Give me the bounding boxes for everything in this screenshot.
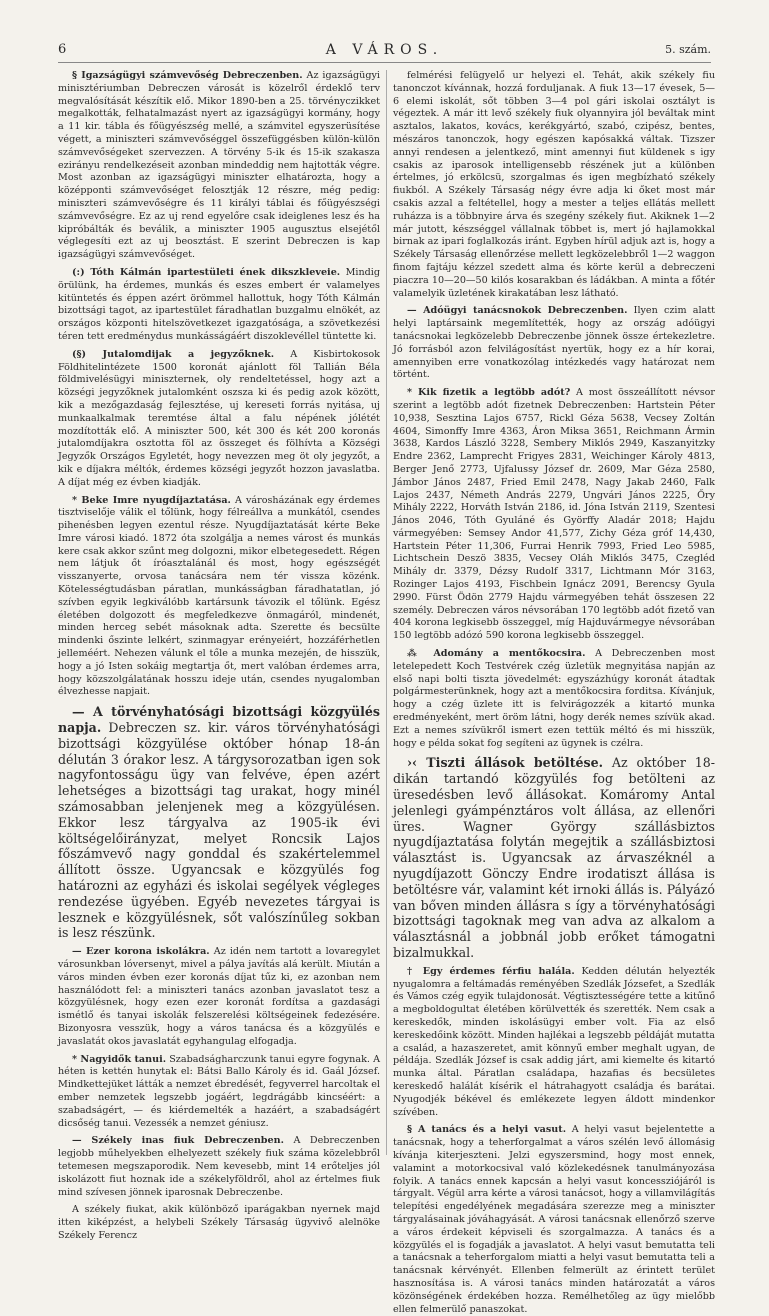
article-body: A helyi vasut bejelentette a tanácsnak, hogy a teherforgalmat a város szélén levő állomásig kívánja kiterjeszteni. Jelzi egyszersmind, hogy most ennek, valamint a motorkocsival való közlekedésnek tanulmányozása folyik. A tanács ennek kapcsán a helyi vasut koncessziójáról is tárgyalt. Végül arra kérte a városi tanácsot, hogy a villamvilágítás telepítési engedélyének megadására szerezze meg a miniszter tárgyalásainak jóváhagyását. A városi tanácsnak ellenőrző szerve a város érdekeit képviseli és szorgalmazza. A tanács és a közgyülés el is fogadják a javaslatot. A helyi vasut bemutatta teli a tanácsnak a teherforgalom miatti a helyi vasut bemutatta teli a tanácsnak kérvényét. Ellenben felmerült az érintett terület hasznosítása is. A városi tanács minden határozatát a város közönségének érdekében hozza. Remélhetőleg az ügy mielőbb ellen felmerülő panaszokat. xyxy=(393,1124,715,1315)
article-title: — A törvényhatósági bizottsági közgyülés napja. xyxy=(58,704,380,736)
article-body: Ilyen czim alatt helyi laptársaink megemlítették, hogy az ország adóügyi tanácsnokai legközelebb Debreczenbe jönnek össze értekezletre. Jó forrásból azon felvilágosítást nyertük, hogy ez a hír korai, amennyiben erre vonatkozólag intézkedés vagy határozat nem történt. xyxy=(393,305,715,381)
article-tiszti xyxy=(393,755,715,960)
article-body: Az igazságügyi minisztériumban Debreczen városát is közelről érdeklő terv megvalósítását készítik elő. Mikor 1890-ben a 25. törvényczikket megalkották, felhatalmazást nyert az igazságügyi kormány, hogy a 11 kir. tábla és főügyészség mellé, a számvitel egyszerüsítése végett, a miniszteri számvevőséggel összefüggésben külön-külön számvevőségeket szervezzen. A törvény 5-ik és 15-ik szakasza ezirányu rendelkezéseit azonban mindeddig nem hajtották végre. Most azonban az igazságügyi miniszter elhatározta, hogy a középponti számvevőséget felosztják 12 részre, még pedig: miniszteri számvevőségre és 11 királyi táblai és főügyészségi számvevőségre. Ez az uj rend egyelőre csak ideiglenes lesz és ha kipróbálták és beválik, a miniszter 1905 augusztus elsejétől véglegesíti ezt az uj beosztást. E szerint Debreczen is kap igazságügyi számvevőséget. xyxy=(58,70,380,261)
article-title: ⁂ Adomány a mentőkocsira. xyxy=(407,648,586,660)
article-body: Kedden délután helyezték nyugalomra a feltámadás reményében Szedlák Józsefet, a Szedlák és Vámos czég egyik tulajdonosát. Végtisztességére tette a kitűnő a megboldogultat életében körülvették és szerették. Nem csak a kereskedők, minden iskolásügyi ember volt. Fia az első kereskedőink között. Minden hajlékai a legszebb példáját mutatta a család, a hazaszeretet, amit könnyű ember meghalt ugyan, de példája. Szedlák József is csak addig járt, ami kiemelte és kitartó munka által. Páratlan családapa, hazafias és becsületes kereskedő halálát kísérik el hátrahagyott családja és barátai. Nyugodjék békével és emlékezete legyen áldott mindenkor szívében. xyxy=(393,965,715,1118)
article-igazsagugyi xyxy=(58,70,380,262)
article-body: A székely fiukat, akik különböző iparágakban nyernek majd itten kiképzést, a helybeli Székely Társaság ügyvivő alelnöke Székely Ferencz xyxy=(58,1204,380,1241)
article-title: (§) Jutalomdijak a jegyzőknek. xyxy=(72,348,275,360)
article-body: A Kisbirtokosok Földhitelintézete 1500 koronát ajánlott föl Tallián Béla földmivelésügyi miniszternek, oly rendeltetéssel, hogy azt a községi jegyzőknek jutalomként oszsza ki és pedig azok között, kik a mezőgazdaság fejlesztése, uj kereseti forrás nyitása, uj munkaalkalmak teremtése által a falu népének jólétét mozdították elő. A miniszter 500, két 300 és két 200 koronás jutalomdíjakra osztotta föl az összeget és fölhívta a Községi Jegyzők Országos Egyletét, hogy nevezzen meg öt oly jegyzőt, a kik e díjakra méltók, érdemes községi jegyzőt hozzon javaslatba. A díjat még ez évben kiadják. xyxy=(58,348,380,488)
article-body: felmérési felügyelő ur helyezi el. Tehát, akik székely fiu tanonczot kívánnak, hozzá forduljanak. A fiuk 13—17 évesek, 5—6 elemi iskolát, sőt többen 3—4 pol gári iskolai osztályt is végeztek. A már itt levő székely fiuk olyannyira jól beváltak mint asztalos, lakatos, kovács, kerékgyártó, szabó, czipész, bentes, mészáros tanonczok, hogy egészen kapósakká váltak. Tizszer annyi rendesen a jelentkező, mint amennyi fiut küldenek s igy csakis az iparosok intelligensebb részének jut a különben értelmes, jó erkölcsü, szorgalmas és igen megbízható székely fiukból. A Székely Társaság négy évre adja ki őket most már csakis azzal a feltétellel, hogy a mester a teljes ellátás mellett ruházza is a többnyire árva és szegény székely fiut. Akiknek 1—2 már jutott, készséggel vállalnak többet is, mert jó hajlamokkal birnak az ipari foglalkozás iránt. Egyben hírül adjuk azt is, hogy a Székely Társaság ellenőrzése mellett legközelebbről 1—2 waggon finom fajtáju kézzel szedett alma és körte kerül a debreczeni piaczra 10—20—50 kilós kosarakban és ládákban. A minta a főtér valamelyik üzletének kirakatában lesz látható. xyxy=(393,70,715,299)
page-number: 6 xyxy=(58,42,67,57)
article-title: — Székely inas fiuk Debreczenben. xyxy=(72,1135,284,1147)
article-title: (:) Tóth Kálmán ipartestületi ének dikszkleveie. xyxy=(72,266,341,278)
article-body: A Debreczenben legjobb műhelyekben elhelyezett székely fiuk száma közelebbről tetemesen megszaporodik. Nem kevesebb, mint 14 erőteljes jól iskolázott fiut hoznak ide a székelyföldről, ahol az értelmes fiuk mind szívesen jönnek iparosnak Debreczenbe. xyxy=(58,1135,380,1198)
article-title: § Igazságügyi számvevőség Debreczenben. xyxy=(72,70,303,81)
article-title: * Beke Imre nyugdíjaztatása. xyxy=(72,494,231,506)
article-title: † Egy érdemes férfiu halála. xyxy=(407,965,575,977)
article-szekely2 xyxy=(58,1204,380,1242)
column-divider xyxy=(386,70,387,1155)
left-column xyxy=(58,70,381,1241)
article-adomany xyxy=(393,648,715,750)
article-title: — Ezer korona iskolákra. xyxy=(72,946,210,958)
article-tanacs xyxy=(393,1124,715,1316)
header-rule xyxy=(58,62,711,63)
article-title: § A tanács és a helyi vasut. xyxy=(407,1124,567,1136)
issue-number: 5. szám. xyxy=(665,43,711,56)
article-beke xyxy=(58,495,380,700)
article-nagyidok xyxy=(58,1054,380,1131)
page-header xyxy=(58,40,711,60)
article-body: A városházának egy érdemes tisztviselője válik el tőlünk, hogy félreállva a munkától, csendes pihenésben legyen ezentul része. Nyugdíjaztatását kérte Beke Imre városi kiadó. 1872 óta szolgálja a nemes várost és munkás kere csak akkor szűnt meg dolgozni, mikor elbetegesedett. Régen nem látjuk őt íróasztalánál és most, hogy egészségét visszanyerte, orvosa tanácsára nem tér vissza közénk. Kötelességtudásban páratlan, munkásságban fáradhatatlan, jó szívben egyik legkiválóbb kartársunk távozik el tőlünk. Egész életében dolgozott és megfeledkezve önmagáról, mindenét, minden herceg sebét másoknak adta. Szerette és becsülte mindenki őszinte lelkért, szinmagyar erényeiért, hozzáférhetlen jelleméért. Nehezen válunk el tőle a munka mezején, de hisszük, hogy a jó Isten sokáig megtartja őt, mert valóban érdemes arra, hogy közszolgálatának hosszu ideje után, csendes nyugalomban élvezhesse napjait. xyxy=(58,494,380,698)
article-body: A most összeállított névsor szerint a legtöbb adót fizetnek Debreczenben: Hartstein Péter 10,938, Sesztina Lajos 6757, Rickl Géza 5638, Vecsey Zoltán 4604, Simonffy Imre 4363, Áron Miksa 3651, Reichmann Ármin 3638, Kardos László 3228, Sembery Miklós 2949, Kaszanyitzky Endre 2362, Lamprecht Frigyes 2831, Weichinger Károly 4813, Berger Jenő 2773, Ujfalussy József dr. 2609, Mar Géza 2580, Jámbor János 2487, Fried Emil 2478, Nagy Jakab 2460, Falk Lajos 2437, Németh András 2279, Ungvári János 2225, Őry Mihály 2222, Horváth István 2186, id. Jóna István 2119, Szentesi János 2046, Tóth Gyuláné és Györffy Aladár 2018; Hajdu vármegyében: Semsey Andor 41,577, Zichy Géza gróf 14,430, Hartstein Péter 11,306, Furrai Henrik 7993, Fried Leo 5985, Lichtschein Deszö 3835, Vecsey Oláh Miklós 3475, Czegléd Mihály dr. 3379, Dézsy Rudolf 3317, Lichtmann Mór 3163, Rozinger Lajos 4193, Fischbein Ignácz 2091, Berencsy Gyula 2990. Fürst Ödön 2779 Hajdu vármegyében tehát összesen 22 személy. Debreczen város névsorában 170 legtöbb adót fizető van 404 korona legkisebb összeggel, míg Hajduvármegye névsorában 150 legtöbb adózó 590 korona legkisebb összeggel. xyxy=(393,387,715,642)
article-body: Debreczen sz. kir. város törvényhatósági bizottsági közgyülése október hónap 18-án délután 3 órakor lesz. A tárgysorozatban igen sok nagyfontosságu ügy van felvéve, épen azért lehetséges a bizottsági tag urakat, hogy minél számosabban jelenjenek meg a közgyülésen. Ekkor lesz tárgyalva az 1905-ik évi költségelőirányzat, melyet Roncsik Lajos főszámvevő nagy gonddal és szakértelemmel állított össze. Ugyancsak e közgyülés fog határozni az egyházi és iskolai segélyek végleges rendezése ügyében. Egyéb nevezetes tárgyai is lesznek e közgyülésnek, sőt valószínűleg sokban is lesz részünk. xyxy=(58,720,381,941)
article-title: ›‹ Tiszti állások betöltése. xyxy=(407,755,604,771)
article-egy_erdemes xyxy=(393,966,715,1120)
article-ezer xyxy=(58,946,380,1048)
article-kik_fizetik xyxy=(393,387,715,643)
article-body: Az idén nem tartott a lovaregylet városunkban lóversenyt, mivel a pálya javítás alá került. Miután a város minden évben ezer koronás díjat tűz ki, ez azonban nem használódott fel: a miniszteri tanács azonban javaslatot tesz a közgyülésnek, hogy ezen ezer koronát fordítsa a gazdasági ismétlő és tanyai iskolák felszerelési költségeinek fedezésére. Bizonyosra vesszük, hogy a város tanácsa és a közgyülés e javaslatát okos javaslatát egyhangulag elfogadja. xyxy=(58,946,380,1047)
article-body: Szabadságharczunk tanui egyre fogynak. A héten is kettén hunytak el: Bátsi Ballo Károly és id. Gaál József. Mindkettejüket látták a nemzet ébredését, fegyverrel harcoltak el ember nemzetek legszebb jogáért, legdrágább kincséért: a szabadságért, — és kiérdemelték a hazáért, a szabadságért dicsőség tanui. Vezessék a nemzet géniusz. xyxy=(58,1053,380,1129)
page-title: A VÁROS. xyxy=(325,42,444,58)
article-adougyi xyxy=(393,305,715,382)
article-body: Mindig örülünk, ha érdemes, munkás és eszes embert ér valamelyes kitüntetés és éppen azért örömmel hallottuk, hogy Tóth Kálmán bizottsági tagot, az ipartestület fáradhatlan buzgalmu elnökét, az országos központi hitelszövetkezet igazgatósága, a szövetkezési téren tett eredménydus munkásságáért diszoklevéllel tüntette ki. xyxy=(58,266,380,342)
right-column xyxy=(393,70,715,1315)
article-body: A Debreczenben most letelepedett Koch Testvérek czég üzletük megnyitása napján az első napi bolti tiszta jövedelmét: egyszázhúgy koronát átadtak polgármesterünknek, hogy azt a mentőkocsira forditsa. Kívánjuk, hogy a czég üzlete itt is felvirágozzék a kitartó munka eredményeként, mert öröm látni, hogy derék nemes szívük akad. Ezt a nemes szívükről ismert ezen tettük méltó és mi hisszük, hogy e példa sokat fog segíteni az ügynek is czélra. xyxy=(393,648,715,749)
article-szekely xyxy=(58,1135,380,1199)
article-title: — Adóügyi tanácsnokok Debreczenben. xyxy=(407,305,628,317)
article-cont xyxy=(393,70,715,300)
article-torvenyhatosagi xyxy=(58,704,380,941)
article-jutalomdijak xyxy=(58,349,380,490)
article-title: * Nagyidők tanui. xyxy=(72,1053,167,1065)
article-title: * Kik fizetik a legtöbb adót? xyxy=(407,387,571,399)
article-toth xyxy=(58,267,380,344)
article-body: Az október 18-dikán tartandó közgyülés fog betölteni az üresedésben levő állásokat. Komáromy Antal jelenlegi gyámpénztáros volt állása, az ellenőri üres. Wagner György szállásbiztos nyugdíjaztatása folytán megejtik a szállásbiztosi választást is. Ugyancsak az árvaszéknél a nyugdíjazott Gönczy Endre irodatiszt állása is betöltésre vár, valamint két irnoki állás is. Pályázó van bőven minden állásra s így a törvényhatósági bizottsági tagoknak meg van adva az alkalom a választásnál a jobbnál jobb erőket támogatni bizalmukkal. xyxy=(393,755,715,960)
